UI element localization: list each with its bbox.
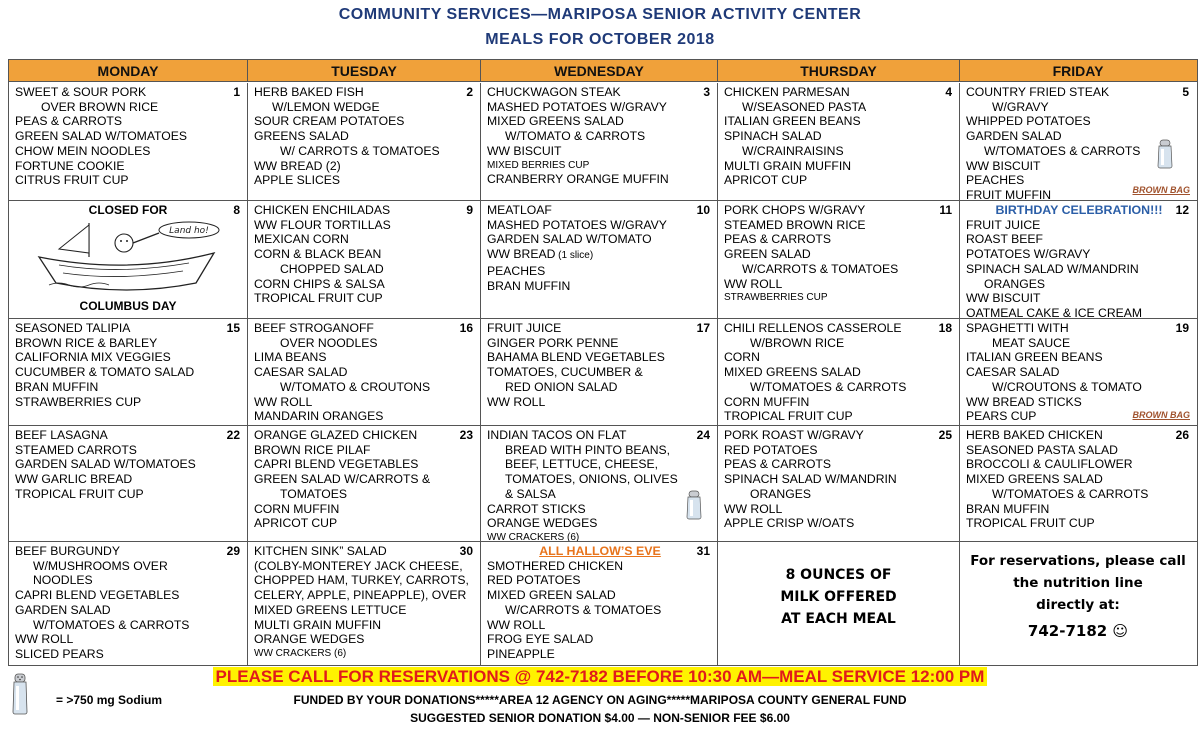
menu-item: PEAS & CARROTS [724, 457, 832, 472]
donation-note: SUGGESTED SENIOR DONATION $4.00 — NON-SENIOR FEE $6.00 [410, 711, 790, 725]
menu-item: CELERY, APPLE, PINEAPPLE), OVER [254, 588, 467, 603]
sodium-legend: = >750 mg Sodium [56, 693, 163, 707]
day-number: 23 [459, 428, 473, 442]
menu-item: APPLE SLICES [254, 173, 341, 188]
menu-item: CORN MUFFIN [724, 394, 810, 409]
menu-item: W/CARROTS & TOMATOES [742, 261, 899, 276]
day-cell [960, 201, 1196, 318]
menu-item: CAESAR SALAD [966, 365, 1060, 380]
menu-item: OATMEAL CAKE & ICE CREAM [966, 305, 1143, 318]
day-cell [960, 542, 1196, 665]
menu-item: WHIPPED POTATOES [966, 114, 1091, 129]
menu-item: CORN CHIPS & SALSA [254, 276, 385, 291]
menu-item: CUCUMBER & TOMATO SALAD [15, 365, 195, 380]
menu-item: CORN & BLACK BEAN [254, 247, 382, 262]
menu-item: PEACHES [966, 173, 1025, 188]
menu-item: INDIAN TACOS ON FLAT [487, 428, 627, 442]
menu-item: NOODLES [33, 573, 93, 588]
day-number: 15 [226, 321, 240, 335]
day-number: 12 [1175, 203, 1189, 217]
menu-item: FRUIT JUICE [487, 321, 562, 335]
menu-item: W/CRAINRAISINS [742, 143, 844, 158]
day-cell [248, 542, 481, 665]
menu-item: MIXED BERRIES CUP [487, 159, 590, 171]
day-number: 10 [696, 203, 710, 217]
meal-calendar [8, 59, 1198, 666]
menu-item: CHILI RELLENOS CASSEROLE [724, 321, 902, 335]
menu-item: RED POTATOES [724, 442, 818, 457]
menu-item: CAPRI BLEND VEGETABLES [254, 457, 419, 472]
menu-item: ORANGE WEDGES [254, 632, 365, 647]
day-number: 30 [459, 544, 473, 558]
day-number: 18 [938, 321, 952, 335]
ship-illustration [29, 221, 229, 293]
menu-item: CHICKEN PARMESAN [724, 85, 850, 99]
menu-item: STRAWBERRIES CUP [724, 292, 828, 304]
menu-item: POTATOES W/GRAVY [966, 247, 1091, 262]
menu-item: W/CROUTONS & TOMATO [992, 379, 1142, 394]
page-subtitle: MEALS FOR OCTOBER 2018 [485, 31, 715, 48]
menu-item: W/TOMATOES & CARROTS [33, 617, 190, 632]
day-cell [248, 426, 481, 541]
day-cell [9, 319, 248, 425]
menu-item: GREEN SALAD W/CARROTS & [254, 472, 431, 487]
day-number: 31 [696, 544, 710, 558]
menu-item: OVER NOODLES [280, 335, 378, 350]
menu-item: PEARS CUP [966, 409, 1037, 424]
menu-item: FROG EYE SALAD [487, 632, 594, 647]
day-cell [481, 83, 718, 200]
menu-item: SPINACH SALAD [724, 129, 822, 144]
menu-item: SPINACH SALAD W/MANDRIN [966, 261, 1139, 276]
salt-shaker-icon [1156, 139, 1174, 169]
menu-item: BROWN RICE & BARLEY [15, 335, 158, 350]
menu-item: GREENS SALAD [254, 129, 349, 144]
menu-item: ORANGE WEDGES [487, 516, 598, 531]
menu-item: SLICED PEARS [15, 646, 104, 661]
menu-item: FORTUNE COOKIE [15, 158, 125, 173]
speech-bubble-text: Land ho! [169, 226, 209, 236]
menu-item: WW ROLL [254, 394, 313, 409]
menu-item: CORN MUFFIN [254, 501, 340, 516]
menu-item: PEACHES [487, 263, 546, 278]
menu-item: SWEET & SOUR PORK [15, 85, 147, 99]
menu-item: MIXED GREENS LETTUCE [254, 602, 407, 617]
menu-item: W/BROWN RICE [750, 335, 845, 350]
menu-item: MASHED POTATOES W/GRAVY [487, 217, 667, 232]
menu-item: BAHAMA BLEND VEGETABLES [487, 350, 665, 365]
menu-item: MIXED GREENS SALAD [724, 365, 861, 380]
holiday-name: COLUMBUS DAY [79, 299, 177, 313]
day-cell [718, 426, 960, 541]
menu-item: GREEN SALAD W/TOMATOES [15, 129, 188, 144]
menu-item: W/LEMON WEDGE [272, 99, 380, 114]
menu-item: KITCHEN SINK” SALAD [254, 544, 387, 558]
day-number: 25 [938, 428, 952, 442]
milk-notice-line: MILK OFFERED [780, 589, 897, 605]
menu-item: ROAST BEEF [966, 232, 1043, 247]
menu-item: ORANGES [984, 276, 1045, 291]
day-cell [9, 83, 248, 200]
menu-item: WW BREAD (2) [254, 158, 341, 173]
menu-item: WW ROLL [724, 501, 783, 516]
menu-item: OVER BROWN RICE [41, 99, 159, 114]
menu-item: MASHED POTATOES W/GRAVY [487, 99, 667, 114]
weekday-friday: FRIDAY [1052, 63, 1104, 79]
menu-item: TOMATOES [280, 486, 348, 501]
event-banner: ALL HALLOW’S EVE [539, 544, 661, 558]
menu-item: HERB BAKED FISH [254, 85, 364, 99]
reservation-line: For reservations, please call [970, 553, 1186, 569]
closed-notice: CLOSED FOR [88, 203, 168, 217]
reservation-callout-text: PLEASE CALL FOR RESERVATIONS @ 742-7182 BEFORE 10:30 AM—MEAL SERVICE 12:00 PM [213, 667, 988, 686]
menu-item: W/ CARROTS & TOMATOES [280, 143, 440, 158]
day-number: 29 [226, 544, 240, 558]
menu-item: LIMA BEANS [254, 350, 327, 365]
day-number: 19 [1175, 321, 1189, 335]
menu-item: CRANBERRY ORANGE MUFFIN [487, 171, 669, 186]
day-cell [960, 319, 1196, 425]
day-number: 17 [696, 321, 710, 335]
weekday-thursday: THURSDAY [718, 60, 960, 82]
menu-item: MEATLOAF [487, 203, 552, 217]
day-number: 9 [466, 203, 473, 217]
menu-item: PORK CHOPS W/GRAVY [724, 203, 866, 217]
milk-notice-line: 8 OUNCES OF [785, 567, 892, 583]
menu-item: WW BISCUIT [966, 158, 1041, 173]
day-cell [481, 542, 718, 665]
menu-item: WW BREAD STICKS [966, 394, 1082, 409]
day-number: 24 [696, 428, 710, 442]
day-cell [718, 201, 960, 318]
menu-item: WW ROLL [487, 617, 546, 632]
menu-item: RED ONION SALAD [505, 379, 618, 394]
day-number: 5 [1182, 85, 1189, 99]
menu-item: W/CARROTS & TOMATOES [505, 602, 662, 617]
menu-item: CORN [724, 350, 760, 365]
menu-item: SMOTHERED CHICKEN [487, 558, 624, 573]
day-cell [9, 542, 248, 665]
menu-item: MULTI GRAIN MUFFIN [254, 617, 382, 632]
menu-item: WW GARLIC BREAD [15, 472, 133, 487]
menu-item: FRUIT JUICE [966, 217, 1041, 232]
menu-item: APRICOT CUP [254, 516, 338, 531]
menu-item: RED POTATOES [487, 573, 581, 588]
menu-item: BREAD WITH PINTO BEANS, [505, 442, 671, 457]
day-cell [9, 426, 248, 541]
menu-item: ORANGES [750, 486, 811, 501]
menu-item: W/TOMATOES & CARROTS [750, 379, 907, 394]
reservation-info [960, 550, 1196, 642]
menu-item: GREEN SALAD [724, 247, 811, 262]
day-cell [718, 542, 960, 665]
menu-item: MIXED GREEN SALAD [487, 588, 616, 603]
day-cell [9, 201, 248, 318]
menu-item: TROPICAL FRUIT CUP [254, 291, 383, 306]
week-row [9, 426, 1197, 542]
weekday-wednesday: WEDNESDAY [481, 60, 718, 82]
menu-item: WW FLOUR TORTILLAS [254, 217, 391, 232]
reservation-line: directly at: [1036, 597, 1120, 613]
menu-item: BEEF, LETTUCE, CHEESE, [505, 457, 659, 472]
day-number: 11 [939, 203, 952, 217]
brown-bag-badge: BROWN BAG [1132, 410, 1190, 421]
reservation-phone: 742-7182 ☺ [1027, 622, 1129, 640]
menu-item: BRAN MUFFIN [966, 501, 1050, 516]
menu-item: MEXICAN CORN [254, 232, 349, 247]
menu-item: WW CRACKERS (6) [487, 531, 580, 541]
menu-item: GARDEN SALAD [966, 129, 1062, 144]
milk-notice-line: AT EACH MEAL [781, 611, 896, 627]
menu-item: GINGER PORK PENNE [487, 335, 619, 350]
week-row [9, 542, 1197, 665]
day-cell [248, 319, 481, 425]
weekday-tuesday: TUESDAY [248, 60, 481, 82]
menu-item: BEEF LASAGNA [15, 428, 108, 442]
menu-item: CALIFORNIA MIX VEGGIES [15, 350, 171, 365]
menu-item: PORK ROAST W/GRAVY [724, 428, 864, 442]
day-cell [248, 201, 481, 318]
menu-item: W/SEASONED PASTA [742, 99, 867, 114]
menu-item: WW BISCUIT [487, 143, 562, 158]
menu-item: ORANGE GLAZED CHICKEN [254, 428, 418, 442]
event-banner: BIRTHDAY CELEBRATION!!! [995, 203, 1163, 217]
menu-item: ITALIAN GREEN BEANS [966, 350, 1103, 365]
menu-item: MANDARIN ORANGES [254, 409, 384, 424]
menu-item: ITALIAN GREEN BEANS [724, 114, 861, 129]
menu-item: TROPICAL FRUIT CUP [15, 486, 144, 501]
day-cell [960, 426, 1196, 541]
day-number: 22 [226, 428, 240, 442]
day-cell [248, 83, 481, 200]
week-row [9, 201, 1197, 319]
menu-item: BROCCOLI & CAULIFLOWER [966, 457, 1133, 472]
menu-item: STEAMED BROWN RICE [724, 217, 866, 232]
menu-item: BRAN MUFFIN [487, 278, 571, 293]
menu-item: MEAT SAUCE [992, 335, 1071, 350]
day-number: 26 [1175, 428, 1189, 442]
menu-item: BRAN MUFFIN [15, 379, 99, 394]
brown-bag-badge: BROWN BAG [1132, 185, 1190, 196]
day-cell [481, 319, 718, 425]
menu-item: APPLE CRISP W/OATS [724, 516, 855, 531]
menu-item: HERB BAKED CHICKEN [966, 428, 1103, 442]
reservation-callout [0, 667, 1200, 687]
menu-item: GARDEN SALAD W/TOMATO [487, 232, 652, 247]
funding-note: FUNDED BY YOUR DONATIONS*****AREA 12 AGENCY ON AGING*****MARIPOSA COUNTY GENERAL FUND [293, 693, 907, 707]
day-cell [960, 83, 1196, 200]
menu-item: W/MUSHROOMS OVER [33, 558, 168, 573]
menu-item: MIXED GREENS SALAD [487, 114, 624, 129]
menu-item: BROWN RICE PILAF [254, 442, 371, 457]
menu-item: FRUIT MUFFIN [966, 187, 1052, 200]
menu-item: PEAS & CARROTS [724, 232, 832, 247]
day-cell [718, 83, 960, 200]
menu-item: CAPRI BLEND VEGETABLES [15, 588, 180, 603]
menu-item: TROPICAL FRUIT CUP [966, 516, 1095, 531]
menu-item: GARDEN SALAD [15, 602, 111, 617]
day-cell [481, 426, 718, 541]
menu-item: STRAWBERRIES CUP [15, 394, 142, 409]
menu-item: W/TOMATO & CARROTS [505, 129, 646, 144]
milk-notice [718, 564, 959, 630]
menu-item: W/GRAVY [992, 99, 1049, 114]
menu-item: SOUR CREAM POTATOES [254, 114, 405, 129]
day-number: 8 [233, 203, 240, 217]
menu-item: CHICKEN ENCHILADAS [254, 203, 391, 217]
menu-item: MIXED GREENS SALAD [966, 472, 1103, 487]
menu-item: BEEF STROGANOFF [254, 321, 374, 335]
menu-item: TOMATOES, ONIONS, OLIVES [505, 472, 678, 487]
menu-item: CAESAR SALAD [254, 365, 348, 380]
menu-item: STEAMED CARROTS [15, 442, 137, 457]
menu-item: WW BISCUIT [966, 291, 1041, 306]
menu-item: & SALSA [505, 486, 556, 501]
menu-item: SEASONED PASTA SALAD [966, 442, 1118, 457]
menu-item: CARROT STICKS [487, 501, 586, 516]
menu-item: CHOW MEIN NOODLES [15, 143, 151, 158]
menu-item: GARDEN SALAD W/TOMATOES [15, 457, 196, 472]
weekday-header [9, 60, 1197, 82]
day-number: 1 [233, 85, 240, 99]
salt-shaker-icon [685, 490, 703, 520]
menu-item: W/TOMATOES & CARROTS [992, 486, 1149, 501]
day-number: 3 [703, 85, 710, 99]
day-number: 16 [459, 321, 473, 335]
menu-item: PEAS & CARROTS [15, 114, 123, 129]
menu-item: WW BREAD (1 slice) [487, 247, 594, 262]
menu-item: PINEAPPLE [487, 646, 555, 661]
menu-item: CHOPPED SALAD [280, 261, 384, 276]
menu-item: WW ROLL [724, 276, 783, 291]
menu-item: WW ROLL [487, 394, 546, 409]
weekday-monday: MONDAY [9, 60, 248, 82]
menu-item: CHOPPED HAM, TURKEY, CARROTS, [254, 573, 469, 588]
menu-item: COUNTRY FRIED STEAK [966, 85, 1110, 99]
reservation-line: the nutrition line [1013, 575, 1143, 591]
menu-item: W/TOMATOES & CARROTS [984, 143, 1141, 158]
menu-item: SPINACH SALAD W/MANDRIN [724, 472, 897, 487]
menu-item: SPAGHETTI WITH [966, 321, 1069, 335]
menu-item: WW CRACKERS (6) [254, 647, 347, 659]
menu-item: APRICOT CUP [724, 173, 808, 188]
menu-item: TROPICAL FRUIT CUP [724, 409, 853, 424]
menu-item: (COLBY-MONTEREY JACK CHEESE, [254, 558, 463, 573]
menu-item: W/TOMATO & CROUTONS [280, 379, 431, 394]
menu-item: CITRUS FRUIT CUP [15, 173, 129, 188]
page-title: COMMUNITY SERVICES—MARIPOSA SENIOR ACTIVITY CENTER [338, 6, 862, 23]
day-number: 2 [466, 85, 473, 99]
day-number: 4 [945, 85, 952, 99]
menu-item: BEEF BURGUNDY [15, 544, 120, 558]
menu-item: TOMATOES, CUCUMBER & [487, 365, 643, 380]
menu-item: MULTI GRAIN MUFFIN [724, 158, 852, 173]
week-row [9, 319, 1197, 426]
week-row [9, 83, 1197, 201]
day-cell [718, 319, 960, 425]
menu-item: WW ROLL [15, 632, 74, 647]
menu-item: SEASONED TALIPIA [15, 321, 131, 335]
menu-item: CHUCKWAGON STEAK [487, 85, 621, 99]
day-cell [481, 201, 718, 318]
